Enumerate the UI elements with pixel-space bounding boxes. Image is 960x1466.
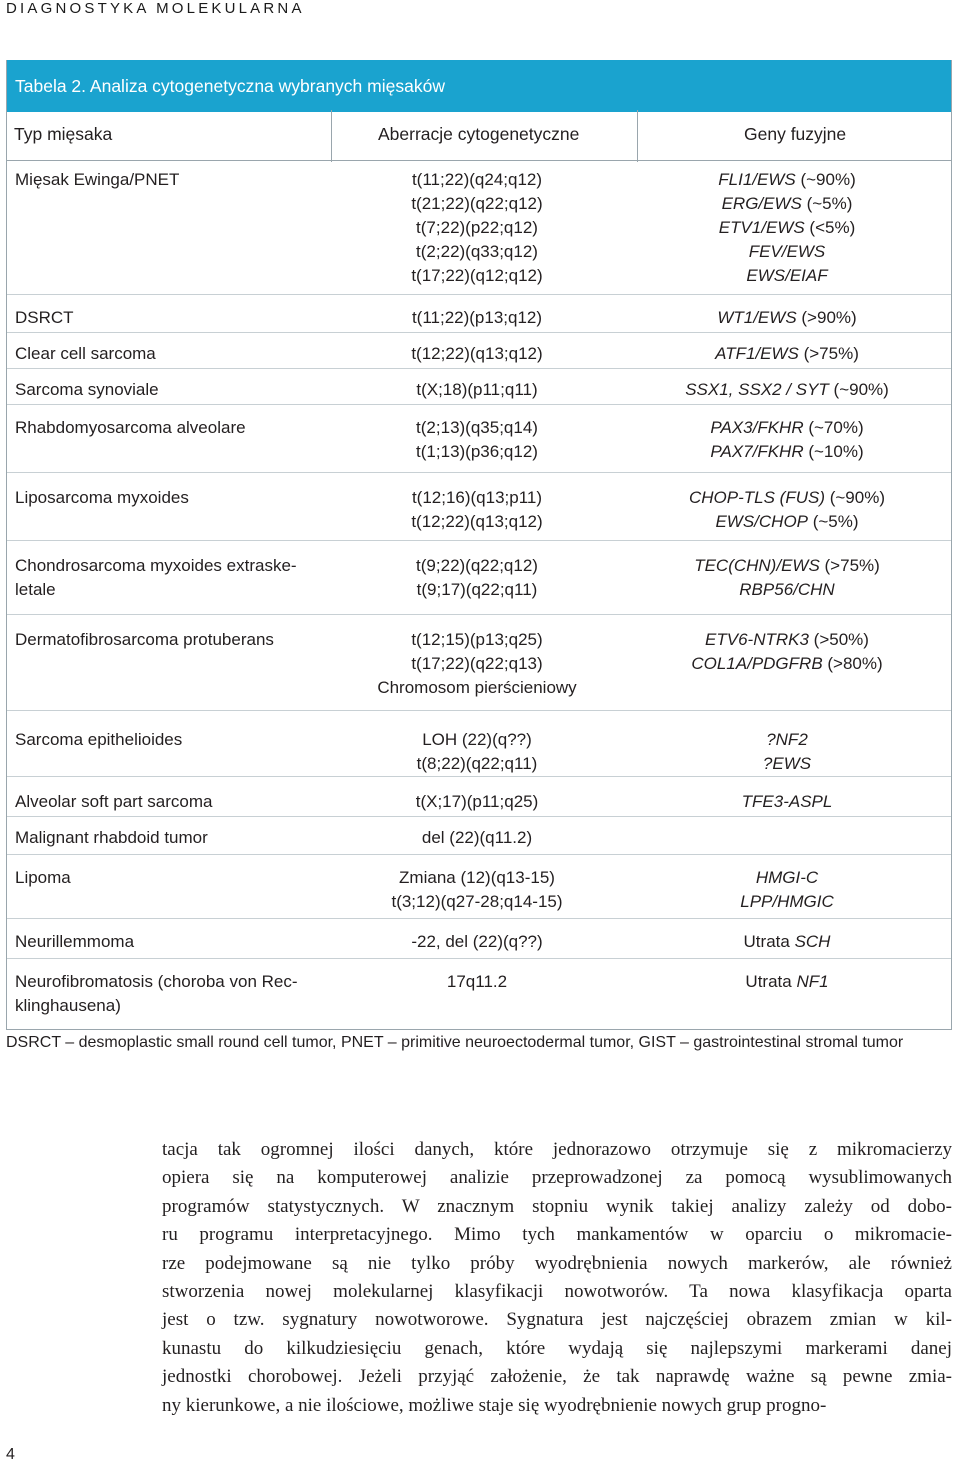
cell-line: CHOP-TLS (FUS) (~90%) [689,488,885,507]
cell-line: t(2;13)(q35;q14) [416,418,538,437]
cell-sarcoma-type [15,866,315,890]
cell-line: Liposarcoma myxoides [15,488,189,507]
column-divider [331,110,332,162]
cell-line: LOH (22)(q??) [422,730,532,749]
cell-line: letale [15,580,56,599]
cell-line: EWS/CHOP (~5%) [715,512,859,531]
cell-line: ?NF2 [766,730,808,749]
paragraph-line: programów statystycznych. W znacznym stopniu wynik takiej analizy zależy od dobo- [162,1195,952,1217]
cell-line: t(17;22)(q22;q13) [411,654,543,673]
cell-line: WT1/EWS (>90%) [717,308,857,327]
cell-line: Sarcoma synoviale [15,380,159,399]
cell-line: Utrata NF1 [745,972,829,991]
cell-aberrations [337,168,617,288]
cell-line: TFE3-ASPL [741,792,833,811]
cell-line: PAX3/FKHR (~70%) [710,418,864,437]
cell-line: -22, del (22)(q??) [411,932,543,951]
cytogenetic-table [6,60,952,1030]
column-header-aberrations: Aberracje cytogenetyczne [378,124,580,144]
column-header-genes: Geny fuzyjne [744,124,847,144]
row-divider [7,614,951,615]
header-divider [7,160,951,161]
row-divider [7,294,951,295]
cell-line: Rhabdomyosarcoma alveolare [15,418,246,437]
cell-line: t(9;22)(q22;q12) [416,556,538,575]
cell-fusion-genes [627,866,947,914]
cell-line: LPP/HMGIC [740,892,834,911]
cell-sarcoma-type [15,416,315,440]
row-divider [7,368,951,369]
cell-line: ?EWS [762,754,812,773]
cell-line: t(11;22)(p13;q12) [411,308,543,327]
cell-fusion-genes [627,728,947,776]
paragraph-line: jest o tzw. sygnatury nowotworowe. Sygnatura jest najczęściej obrazem zmian w kil- [162,1309,952,1331]
cell-line: Neurofibromatosis (choroba von Rec- [15,972,298,991]
row-divider [7,854,951,855]
cell-sarcoma-type [15,728,315,752]
cell-line: EWS/EIAF [746,266,828,285]
cell-line: del (22)(q11.2) [421,828,533,847]
cell-line: COL1A/PDGFRB (>80%) [691,654,883,673]
cell-line: Mięsak Ewinga/PNET [15,170,180,189]
row-divider [7,816,951,817]
cell-line: Utrata SCH [743,932,831,951]
cell-sarcoma-type [15,306,315,330]
cell-line: ATF1/EWS (>75%) [715,344,859,363]
cell-line: Sarcoma epithelioides [15,730,183,749]
paragraph-line: ru programu interpretacyjnego. Mimo tych mankamentów w oparciu o mikromacie- [162,1224,952,1246]
row-divider [7,710,951,711]
row-divider [7,776,951,777]
paragraph-line: stworzenia nowej molekularnej klasyfikacji nowotworów. Ta nowa klasyfikacja oparta [162,1281,952,1303]
cell-line: t(9;17)(q22;q11) [416,580,538,599]
cell-line: Alveolar soft part sarcoma [15,792,213,811]
journal-header: DIAGNOSTYKA MOLEKULARNA [6,0,305,17]
cell-line: ERG/EWS (~5%) [721,194,853,213]
cell-sarcoma-type [15,826,315,850]
cell-sarcoma-type [15,970,315,1018]
page-number: 4 [6,1446,15,1463]
cell-line: Clear cell sarcoma [15,344,156,363]
cell-aberrations [337,378,617,402]
cell-aberrations [337,486,617,534]
cell-line: t(3;12)(q27-28;q14-15) [391,892,563,911]
cell-aberrations [337,866,617,914]
cell-sarcoma-type [15,628,315,652]
cell-sarcoma-type [15,790,315,814]
cell-aberrations [337,970,617,994]
cell-line: Zmiana (12)(q13-15) [399,868,555,887]
cell-line: Lipoma [15,868,71,887]
cell-line: Chondrosarcoma myxoides extraske- [15,556,297,575]
cell-sarcoma-type [15,378,315,402]
body-paragraph [162,1136,952,1420]
cell-fusion-genes [627,416,947,464]
cell-aberrations [337,790,617,814]
cell-line: ETV1/EWS (<5%) [718,218,856,237]
cell-line: PAX7/FKHR (~10%) [710,442,864,461]
cell-line: t(12;22)(q13;q12) [411,512,543,531]
paragraph-line: ny kierunkowe, a nie ilościowe, możliwe staje się wyodrębnienie nowych grup progno- [162,1394,827,1416]
cell-line: t(X;17)(p11;q25) [415,792,539,811]
cell-line: Neurillemmoma [15,932,135,951]
column-divider [637,110,638,162]
row-divider [7,472,951,473]
cell-aberrations [337,554,617,602]
cell-line: Malignant rhabdoid tumor [15,828,208,847]
cell-line: t(12;16)(q13;p11) [411,488,543,507]
cell-line: SSX1, SSX2 / SYT (~90%) [685,380,889,399]
cell-line: Chromosom pierścieniowy [377,678,577,697]
cell-fusion-genes [627,168,947,288]
cell-line: t(12;22)(q13;q12) [411,344,543,363]
cell-line: t(17;22)(q12;q12) [411,266,543,285]
cell-line: t(7;22)(p22;q12) [416,218,538,237]
cell-line: t(1;13)(p36;q12) [416,442,538,461]
cell-line: ETV6-NTRK3 (>50%) [705,630,869,649]
row-divider [7,918,951,919]
cell-line: TEC(CHN)/EWS (>75%) [694,556,880,575]
paragraph-line: jednostki chorobowej. Jeżeli przyjąć założenie, że tak naprawdę ważne są pewne zmia- [162,1366,952,1388]
cell-fusion-genes [627,930,947,954]
cell-aberrations [337,342,617,366]
column-header-type: Typ mięsaka [14,124,113,144]
cell-line: klinghausena) [15,996,121,1015]
cell-sarcoma-type [15,554,315,602]
cell-line: FEV/EWS [748,242,826,261]
paragraph-line: tacja tak ogromnej ilości danych, które jednorazowo otrzymuje się z mikromacierzy [162,1139,952,1160]
paragraph-line: kunastu do kilkudziesięciu genach, które wydają się najlepszymi markerami danej [162,1337,952,1359]
cell-sarcoma-type [15,486,315,510]
cell-sarcoma-type [15,168,315,192]
cell-line: t(21;22)(q22;q12) [411,194,543,213]
cell-fusion-genes [627,306,947,330]
cell-fusion-genes [627,628,947,676]
cell-sarcoma-type [15,930,315,954]
cell-line: t(2;22)(q33;q12) [416,242,538,261]
cell-aberrations [337,628,617,700]
cell-fusion-genes [627,790,947,814]
paragraph-line: rze podejmowane są nie tylko próby wyodrębnienia nowych markerów, ale również [162,1252,952,1274]
row-divider [7,404,951,405]
cell-line: FLI1/EWS (~90%) [718,170,856,189]
cell-line: RBP56/CHN [739,580,835,599]
cell-aberrations [337,826,617,850]
cell-line: HMGI-C [755,868,819,887]
cell-fusion-genes [627,486,947,534]
cell-aberrations [337,930,617,954]
cell-fusion-genes [627,378,947,402]
cell-fusion-genes [627,554,947,602]
cell-fusion-genes [627,342,947,366]
cell-aberrations [337,728,617,776]
cell-sarcoma-type [15,342,315,366]
cell-line: 17q11.2 [446,972,508,991]
row-divider [7,540,951,541]
cell-aberrations [337,306,617,330]
cell-aberrations [337,416,617,464]
cell-fusion-genes [627,970,947,994]
cell-line: t(11;22)(q24;q12) [411,170,543,189]
row-divider [7,958,951,959]
table-caption: Tabela 2. Analiza cytogenetyczna wybranych mięsaków [7,60,951,112]
paragraph-line: opiera się na komputerowej analizie przeprowadzonej za pomocą wysublimowanych [162,1167,952,1189]
row-divider [7,332,951,333]
cell-line: t(12;15)(p13;q25) [411,630,543,649]
cell-line: DSRCT [15,308,74,327]
cell-line: t(X;18)(p11;q11) [416,380,538,399]
cell-line: Dermatofibrosarcoma protuberans [15,630,274,649]
cell-line: t(8;22)(q22;q11) [416,754,538,773]
table-footnote: DSRCT – desmoplastic small round cell tumor, PNET – primitive neuroectodermal tumor, GIST – gastrointestinal stromal tumor [6,1034,904,1051]
